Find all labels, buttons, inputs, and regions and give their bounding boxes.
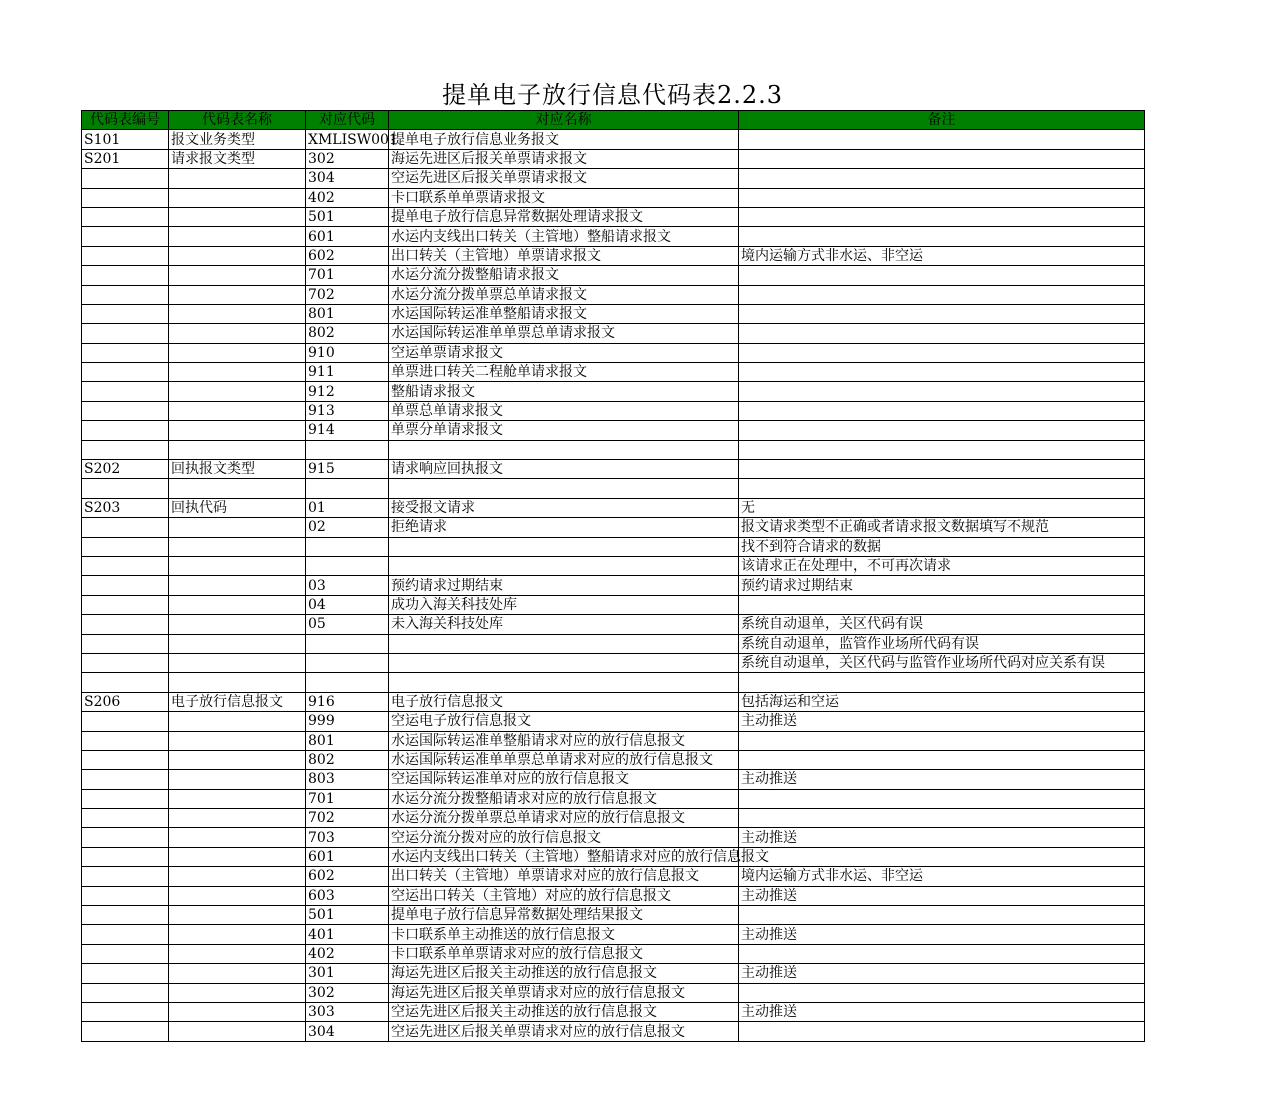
cell-remark[interactable] [739,169,1145,188]
cell-code[interactable]: 602 [306,246,389,265]
cell-table-id[interactable] [82,382,169,401]
table-row [82,809,1145,828]
cell-table-name[interactable] [169,886,306,905]
table-row [82,304,1145,323]
table-row [82,1022,1145,1041]
cell-remark[interactable]: 主动推送 [739,925,1145,944]
cell-table-name[interactable] [169,673,306,692]
header-remark: 备注 [739,111,1145,130]
table-row [82,1002,1145,1021]
cell-code[interactable] [306,673,389,692]
table-row [82,518,1145,537]
cell-code-name[interactable] [389,653,739,672]
cell-remark[interactable] [739,983,1145,1002]
table-row [82,595,1145,614]
cell-table-id[interactable] [82,615,169,634]
cell-remark[interactable] [739,847,1145,866]
cell-remark[interactable] [739,343,1145,362]
cell-table-id[interactable] [82,246,169,265]
cell-code-name[interactable]: 空运先进区后报关单票请求报文 [389,169,739,188]
cell-remark[interactable] [739,944,1145,963]
table-row [82,421,1145,440]
cell-table-id[interactable]: S101 [82,130,169,149]
cell-remark[interactable]: 主动推送 [739,770,1145,789]
table-row [82,750,1145,769]
cell-code-name[interactable]: 卡口联系单单票请求对应的放行信息报文 [389,944,739,963]
table-row [82,363,1145,382]
cell-code-name[interactable]: 单票分单请求报文 [389,421,739,440]
cell-code[interactable]: 701 [306,266,389,285]
cell-code[interactable]: 301 [306,964,389,983]
cell-table-id[interactable] [82,227,169,246]
table-row [82,324,1145,343]
table-row [82,401,1145,420]
header-code: 对应代码 [306,111,389,130]
cell-code[interactable]: 601 [306,847,389,866]
cell-code[interactable] [306,537,389,556]
cell-table-id[interactable] [82,518,169,537]
cell-code[interactable]: 910 [306,343,389,362]
cell-code-name[interactable]: 水运国际转运准单单票总单请求对应的放行信息报文 [389,750,739,769]
cell-table-id[interactable] [82,867,169,886]
table-row [82,692,1145,711]
cell-code-name[interactable] [389,673,739,692]
cell-code-name[interactable]: 卡口联系单单票请求报文 [389,188,739,207]
table-row [82,460,1145,479]
cell-code[interactable]: 801 [306,731,389,750]
cell-remark[interactable]: 主动推送 [739,828,1145,847]
cell-table-id[interactable] [82,1022,169,1041]
cell-code[interactable]: XMLISW001 [306,130,389,149]
cell-code[interactable] [306,479,389,498]
table-row [82,673,1145,692]
cell-code-name[interactable] [389,440,739,459]
cell-code-name[interactable]: 提单电子放行信息异常数据处理请求报文 [389,207,739,226]
cell-table-id[interactable] [82,343,169,362]
cell-table-name[interactable] [169,266,306,285]
cell-table-name[interactable] [169,207,306,226]
header-code-name: 对应名称 [389,111,739,130]
cell-table-id[interactable]: S203 [82,498,169,517]
cell-code[interactable]: 302 [306,983,389,1002]
table-body [82,130,1145,1041]
cell-table-name[interactable] [169,188,306,207]
cell-table-id[interactable] [82,925,169,944]
cell-table-name[interactable] [169,382,306,401]
table-row [82,382,1145,401]
cell-code-name[interactable]: 水运分流分拨单票总单请求报文 [389,285,739,304]
cell-table-name[interactable] [169,983,306,1002]
cell-table-name[interactable] [169,343,306,362]
cell-table-name[interactable]: 回执代码 [169,498,306,517]
cell-code[interactable]: 501 [306,906,389,925]
table-row [82,207,1145,226]
cell-table-name[interactable] [169,304,306,323]
cell-table-id[interactable] [82,653,169,672]
cell-table-id[interactable] [82,324,169,343]
cell-table-id[interactable] [82,770,169,789]
cell-code-name[interactable]: 成功入海关科技处库 [389,595,739,614]
cell-code-name[interactable]: 水运内支线出口转关（主管地）整船请求对应的放行信息报文 [389,847,739,866]
cell-remark[interactable]: 包括海运和空运 [739,692,1145,711]
cell-table-name[interactable] [169,401,306,420]
cell-code-name[interactable]: 电子放行信息报文 [389,692,739,711]
cell-code[interactable]: 803 [306,770,389,789]
cell-table-id[interactable] [82,285,169,304]
cell-remark[interactable]: 系统自动退单，关区代码与监管作业场所代码对应关系有误 [739,653,1145,672]
cell-table-name[interactable]: 请求报文类型 [169,149,306,168]
cell-code[interactable]: 302 [306,149,389,168]
cell-table-id[interactable] [82,479,169,498]
cell-table-id[interactable] [82,983,169,1002]
table-row [82,653,1145,672]
cell-table-name[interactable] [169,595,306,614]
cell-table-name[interactable] [169,925,306,944]
cell-table-id[interactable] [82,207,169,226]
cell-remark[interactable]: 找不到符合请求的数据 [739,537,1145,556]
cell-remark[interactable] [739,266,1145,285]
cell-code[interactable]: 916 [306,692,389,711]
cell-table-id[interactable]: S206 [82,692,169,711]
cell-code-name[interactable]: 请求响应回执报文 [389,460,739,479]
cell-remark[interactable] [739,1022,1145,1041]
table-row [82,847,1145,866]
cell-code[interactable]: 915 [306,460,389,479]
cell-table-name[interactable] [169,906,306,925]
cell-code-name[interactable]: 接受报文请求 [389,498,739,517]
cell-remark[interactable]: 主动推送 [739,964,1145,983]
cell-table-id[interactable] [82,537,169,556]
cell-code[interactable]: 601 [306,227,389,246]
cell-table-id[interactable] [82,440,169,459]
cell-table-id[interactable] [82,789,169,808]
cell-remark[interactable] [739,382,1145,401]
cell-code[interactable]: 703 [306,828,389,847]
cell-remark[interactable] [739,809,1145,828]
table-row [82,246,1145,265]
cell-code[interactable]: 911 [306,363,389,382]
cell-remark[interactable] [739,440,1145,459]
cell-code-name[interactable]: 水运国际转运准单整船请求对应的放行信息报文 [389,731,739,750]
cell-code-name[interactable]: 海运先进区后报关单票请求报文 [389,149,739,168]
table-row [82,576,1145,595]
sheet-title: 提单电子放行信息代码表2.2.3 [441,81,784,109]
cell-remark[interactable] [739,595,1145,614]
cell-remark[interactable]: 该请求正在处理中，不可再次请求 [739,556,1145,575]
cell-code-name[interactable]: 水运分流分拨单票总单请求对应的放行信息报文 [389,809,739,828]
cell-table-id[interactable]: S201 [82,149,169,168]
cell-code[interactable] [306,556,389,575]
cell-table-name[interactable] [169,537,306,556]
cell-table-name[interactable] [169,227,306,246]
header-code-table-name: 代码表名称 [169,111,306,130]
cell-table-name[interactable] [169,712,306,731]
cell-table-id[interactable] [82,634,169,653]
table-row [82,498,1145,517]
cell-table-name[interactable]: 电子放行信息报文 [169,692,306,711]
cell-code[interactable]: 802 [306,750,389,769]
cell-remark[interactable]: 报文请求类型不正确或者请求报文数据填写不规范 [739,518,1145,537]
cell-table-id[interactable] [82,944,169,963]
cell-code[interactable]: 802 [306,324,389,343]
cell-remark[interactable] [739,750,1145,769]
cell-remark[interactable] [739,479,1145,498]
cell-table-name[interactable] [169,828,306,847]
cell-table-id[interactable] [82,188,169,207]
cell-code[interactable]: 912 [306,382,389,401]
cell-table-id[interactable] [82,809,169,828]
cell-code[interactable]: 603 [306,886,389,905]
cell-code-name[interactable]: 水运分流分拨整船请求对应的放行信息报文 [389,789,739,808]
cell-table-name[interactable] [169,440,306,459]
table-row [82,227,1145,246]
cell-table-name[interactable] [169,789,306,808]
cell-code[interactable]: 03 [306,576,389,595]
cell-code[interactable] [306,440,389,459]
cell-remark[interactable]: 无 [739,498,1145,517]
cell-table-name[interactable] [169,1002,306,1021]
table-row [82,886,1145,905]
cell-table-name[interactable] [169,576,306,595]
cell-remark[interactable] [739,421,1145,440]
cell-code[interactable] [306,634,389,653]
cell-table-id[interactable] [82,964,169,983]
cell-code[interactable]: 602 [306,867,389,886]
cell-table-id[interactable] [82,731,169,750]
cell-remark[interactable] [739,789,1145,808]
cell-remark[interactable]: 预约请求过期结束 [739,576,1145,595]
table-row [82,479,1145,498]
cell-remark[interactable] [739,906,1145,925]
cell-table-name[interactable] [169,867,306,886]
cell-code[interactable]: 702 [306,809,389,828]
cell-table-name[interactable] [169,556,306,575]
cell-table-name[interactable] [169,421,306,440]
table-row [82,964,1145,983]
cell-remark[interactable] [739,207,1145,226]
cell-remark[interactable]: 主动推送 [739,712,1145,731]
table-row [82,828,1145,847]
cell-code[interactable]: 801 [306,304,389,323]
cell-table-name[interactable] [169,750,306,769]
table-row [82,537,1145,556]
cell-code-name[interactable]: 海运先进区后报关单票请求对应的放行信息报文 [389,983,739,1002]
table-row [82,556,1145,575]
cell-code[interactable]: 701 [306,789,389,808]
cell-table-id[interactable]: S202 [82,460,169,479]
table-row [82,731,1145,750]
cell-table-name[interactable] [169,944,306,963]
cell-code-name[interactable]: 拒绝请求 [389,518,739,537]
cell-remark[interactable]: 系统自动退单，关区代码有误 [739,615,1145,634]
cell-table-id[interactable] [82,169,169,188]
table-row [82,712,1145,731]
cell-table-name[interactable] [169,479,306,498]
cell-code-name[interactable] [389,537,739,556]
cell-code[interactable]: 402 [306,944,389,963]
cell-remark[interactable] [739,401,1145,420]
cell-remark[interactable] [739,285,1145,304]
cell-table-id[interactable] [82,750,169,769]
cell-code[interactable]: 401 [306,925,389,944]
cell-table-id[interactable] [82,828,169,847]
cell-table-name[interactable] [169,518,306,537]
cell-table-id[interactable] [82,906,169,925]
header-row [82,111,1145,130]
cell-code[interactable]: 303 [306,1002,389,1021]
cell-table-name[interactable] [169,809,306,828]
cell-remark[interactable] [739,130,1145,149]
cell-code[interactable]: 02 [306,518,389,537]
cell-table-name[interactable] [169,246,306,265]
cell-code-name[interactable]: 出口转关（主管地）单票请求对应的放行信息报文 [389,867,739,886]
cell-table-id[interactable] [82,363,169,382]
cell-remark[interactable]: 境内运输方式非水运、非空运 [739,867,1145,886]
cell-table-id[interactable] [82,576,169,595]
table-row [82,285,1145,304]
table-row [82,906,1145,925]
cell-remark[interactable] [739,363,1145,382]
cell-code[interactable]: 913 [306,401,389,420]
cell-remark[interactable] [739,188,1145,207]
cell-table-id[interactable] [82,401,169,420]
cell-table-id[interactable] [82,1002,169,1021]
cell-remark[interactable] [739,304,1145,323]
cell-remark[interactable]: 主动推送 [739,886,1145,905]
cell-table-name[interactable] [169,634,306,653]
cell-remark[interactable] [739,460,1145,479]
cell-remark[interactable] [739,731,1145,750]
cell-table-id[interactable] [82,556,169,575]
cell-code[interactable]: 01 [306,498,389,517]
cell-remark[interactable]: 主动推送 [739,1002,1145,1021]
cell-table-id[interactable] [82,886,169,905]
cell-code-name[interactable]: 出口转关（主管地）单票请求报文 [389,246,739,265]
cell-code-name[interactable]: 空运先进区后报关主动推送的放行信息报文 [389,1002,739,1021]
cell-table-name[interactable] [169,324,306,343]
table-row [82,770,1145,789]
cell-code-name[interactable]: 水运国际转运准单单票总单请求报文 [389,324,739,343]
cell-table-name[interactable]: 报文业务类型 [169,130,306,149]
cell-remark[interactable]: 系统自动退单，监管作业场所代码有误 [739,634,1145,653]
cell-code-name[interactable]: 单票总单请求报文 [389,401,739,420]
cell-table-name[interactable] [169,285,306,304]
cell-table-name[interactable] [169,1022,306,1041]
cell-code-name[interactable]: 预约请求过期结束 [389,576,739,595]
table-row [82,266,1145,285]
cell-table-id[interactable] [82,304,169,323]
cell-code[interactable]: 402 [306,188,389,207]
cell-code[interactable]: 04 [306,595,389,614]
cell-code-name[interactable]: 空运国际转运准单对应的放行信息报文 [389,770,739,789]
cell-table-id[interactable] [82,847,169,866]
table-row [82,130,1145,149]
table-row [82,789,1145,808]
cell-table-name[interactable] [169,653,306,672]
cell-code-name[interactable]: 单票进口转关二程舱单请求报文 [389,363,739,382]
cell-code[interactable]: 501 [306,207,389,226]
table-row [82,615,1145,634]
table-row [82,343,1145,362]
cell-remark[interactable] [739,673,1145,692]
cell-code[interactable] [306,653,389,672]
cell-table-name[interactable]: 回执报文类型 [169,460,306,479]
cell-code-name[interactable]: 空运先进区后报关单票请求对应的放行信息报文 [389,1022,739,1041]
cell-code-name[interactable]: 卡口联系单主动推送的放行信息报文 [389,925,739,944]
header-code-table-id: 代码表编号 [82,111,169,130]
table-row [82,925,1145,944]
cell-table-name[interactable] [169,964,306,983]
cell-code-name[interactable] [389,634,739,653]
cell-remark[interactable] [739,227,1145,246]
cell-table-name[interactable] [169,169,306,188]
cell-code-name[interactable]: 未入海关科技处库 [389,615,739,634]
cell-code-name[interactable]: 海运先进区后报关主动推送的放行信息报文 [389,964,739,983]
cell-code-name[interactable]: 提单电子放行信息业务报文 [389,130,739,149]
cell-code[interactable]: 05 [306,615,389,634]
cell-remark[interactable] [739,324,1145,343]
cell-table-id[interactable] [82,595,169,614]
cell-code-name[interactable] [389,479,739,498]
table-row [82,149,1145,168]
cell-code-name[interactable]: 提单电子放行信息异常数据处理结果报文 [389,906,739,925]
cell-table-id[interactable] [82,421,169,440]
cell-code-name[interactable]: 空运分流分拨对应的放行信息报文 [389,828,739,847]
table-row [82,634,1145,653]
cell-table-name[interactable] [169,847,306,866]
cell-table-name[interactable] [169,615,306,634]
cell-code-name[interactable]: 空运出口转关（主管地）对应的放行信息报文 [389,886,739,905]
cell-remark[interactable]: 境内运输方式非水运、非空运 [739,246,1145,265]
code-table [81,110,1145,1042]
cell-code[interactable]: 999 [306,712,389,731]
cell-code-name[interactable]: 空运单票请求报文 [389,343,739,362]
cell-code[interactable]: 304 [306,1022,389,1041]
cell-table-name[interactable] [169,731,306,750]
table-row [82,440,1145,459]
cell-table-id[interactable] [82,266,169,285]
cell-table-id[interactable] [82,673,169,692]
cell-code[interactable]: 914 [306,421,389,440]
cell-table-name[interactable] [169,770,306,789]
table-row [82,188,1145,207]
cell-code-name[interactable] [389,556,739,575]
cell-code[interactable]: 702 [306,285,389,304]
cell-code-name[interactable]: 水运内支线出口转关（主管地）整船请求报文 [389,227,739,246]
cell-remark[interactable] [739,149,1145,168]
cell-code-name[interactable]: 水运国际转运准单整船请求报文 [389,304,739,323]
table-row [82,944,1145,963]
table-row [82,983,1145,1002]
cell-code-name[interactable]: 水运分流分拨整船请求报文 [389,266,739,285]
cell-code-name[interactable]: 空运电子放行信息报文 [389,712,739,731]
cell-table-id[interactable] [82,712,169,731]
table-row [82,867,1145,886]
cell-code-name[interactable]: 整船请求报文 [389,382,739,401]
cell-table-name[interactable] [169,363,306,382]
table-row [82,169,1145,188]
cell-code[interactable]: 304 [306,169,389,188]
